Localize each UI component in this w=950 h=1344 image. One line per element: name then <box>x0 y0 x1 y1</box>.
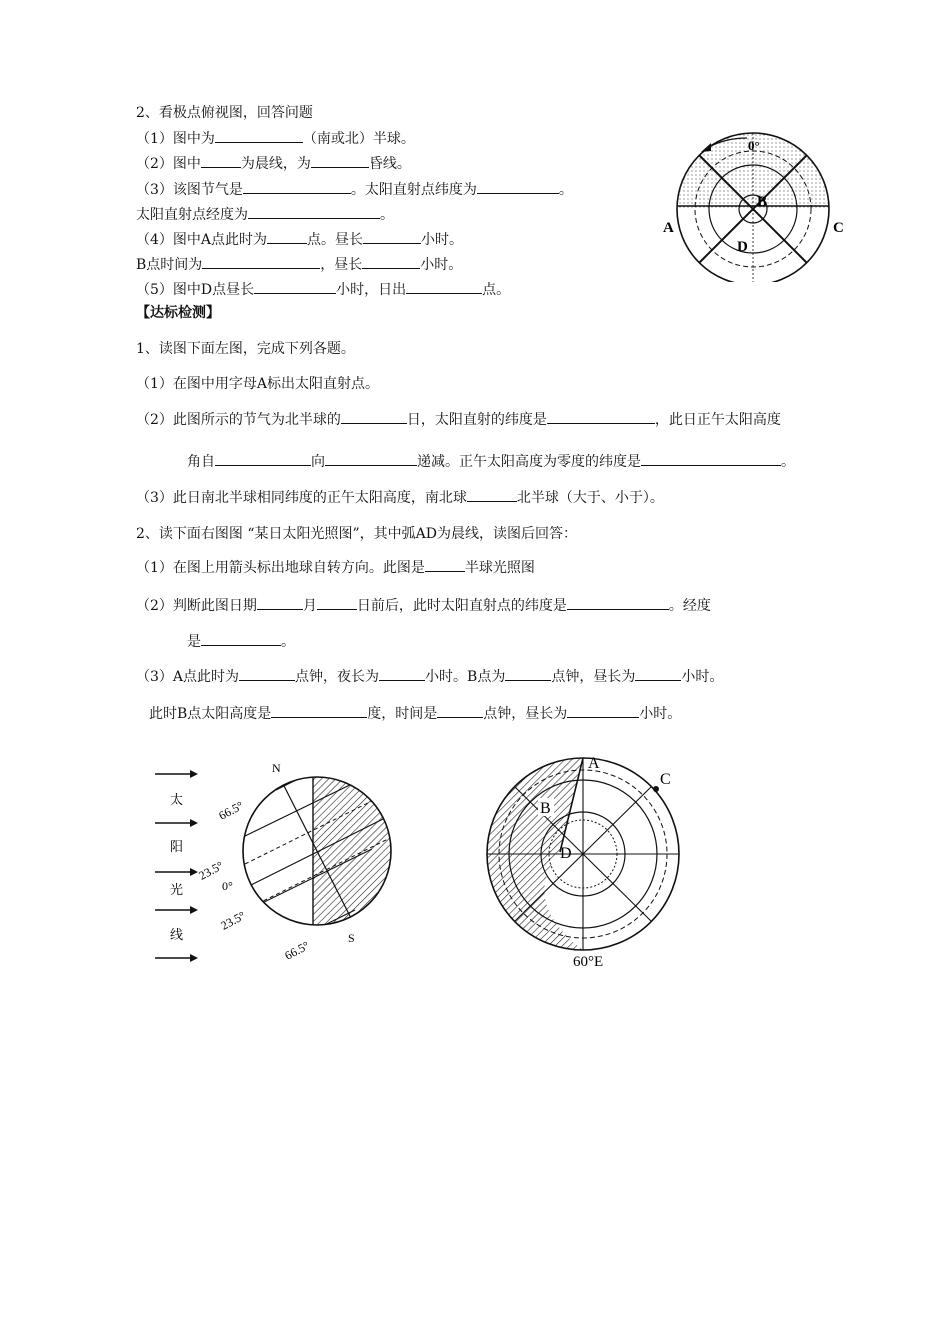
label-23-5-north: 23.5° <box>196 858 226 883</box>
answer-blank[interactable] <box>341 410 407 424</box>
part1-q2: （2）图中 为晨线，为 昏线。 <box>136 156 411 172</box>
sun-char-2: 阳 <box>170 839 184 854</box>
answer-blank[interactable] <box>406 280 482 294</box>
polar-sunlight-figure <box>480 752 700 972</box>
part3-q1: （1）在图上用箭头标出地球自转方向。此图是 半球光照图 <box>136 560 535 576</box>
answer-blank[interactable] <box>311 154 369 168</box>
answer-blank[interactable] <box>201 154 241 168</box>
answer-blank[interactable] <box>467 488 517 502</box>
part3-q2: （2）判断此图日期 月 日前后，此时太阳直射点的纬度是 。经度 <box>136 598 711 614</box>
answer-blank[interactable] <box>477 180 559 194</box>
polar-view-figure <box>655 122 855 282</box>
part2-q2b: 角自 向 递减。正午太阳高度为零度的纬度是 。 <box>187 454 795 470</box>
section-title: 【达标检测】 <box>136 305 220 321</box>
answer-blank[interactable] <box>379 667 425 681</box>
label-C: C <box>660 771 671 788</box>
part3-q3: （3）A点此时为 点钟，夜长为 小时。B点为 点钟，昼长为 小时。 <box>136 669 724 685</box>
part3-q3b: 此时B点太阳高度是 度，时间是 点钟，昼长为 小时。 <box>149 706 682 722</box>
answer-blank[interactable] <box>362 255 420 269</box>
answer-blank[interactable] <box>257 596 303 610</box>
part1-heading: 2、看极点俯视图，回答问题 <box>136 105 313 121</box>
label-66-5-north: 66.5° <box>216 798 246 823</box>
answer-blank[interactable] <box>363 230 421 244</box>
label-D: D <box>737 239 748 255</box>
part2-q1: （1）在图中用字母A标出太阳直射点。 <box>136 376 380 392</box>
answer-blank[interactable] <box>635 667 681 681</box>
label-66-5-south: 66.5° <box>282 938 312 963</box>
meridian-se <box>583 854 652 922</box>
label-D: D <box>560 845 572 862</box>
part1-q1: （1）图中为 （南或北）半球。 <box>136 131 415 147</box>
answer-blank[interactable] <box>267 230 307 244</box>
answer-blank[interactable] <box>201 632 281 646</box>
answer-blank[interactable] <box>248 205 380 219</box>
part1-q4: （4）图中A点此时为 点。昼长 小时。 <box>136 232 464 248</box>
label-B: B <box>757 194 768 210</box>
answer-blank[interactable] <box>325 452 417 466</box>
rotation-arrowhead <box>701 143 711 152</box>
answer-blank[interactable] <box>317 596 357 610</box>
answer-blank[interactable] <box>437 704 483 718</box>
label-0deg: 0° <box>748 138 760 153</box>
label-60E: 60°E <box>573 954 604 970</box>
label-N: N <box>272 761 281 775</box>
part3-heading: 2、读下面右图图 “某日太阳光照图”，其中弧AD为晨线，读图后回答： <box>136 526 578 542</box>
part1-q3: （3）该图节气是 。太阳直射点纬度为 。 <box>136 182 573 198</box>
label-equator: 0° <box>222 879 233 893</box>
part2-q2: （2）此图所示的节气为北半球的 日，太阳直射的纬度是 ，此日正午太阳高度 <box>136 412 781 428</box>
label-C: C <box>833 220 844 236</box>
answer-blank[interactable] <box>505 667 551 681</box>
part1-q5: （5）图中D点昼长 小时，日出 点。 <box>136 282 511 298</box>
answer-blank[interactable] <box>567 596 669 610</box>
sunlight-globe-figure <box>150 752 400 970</box>
label-B: B <box>540 800 551 817</box>
sun-char-4: 线 <box>170 927 184 942</box>
meridian-ne <box>583 786 652 854</box>
answer-blank[interactable] <box>215 129 303 143</box>
answer-blank[interactable] <box>243 180 351 194</box>
answer-blank[interactable] <box>215 452 311 466</box>
label-A: A <box>663 220 674 236</box>
part1-q3b: 太阳直射点经度为 。 <box>136 207 394 223</box>
answer-blank[interactable] <box>425 558 465 572</box>
answer-blank[interactable] <box>202 255 320 269</box>
part2-q3: （3）此日南北半球相同纬度的正午太阳高度，南北球 北半球（大于、小于）。 <box>136 490 664 506</box>
answer-blank[interactable] <box>641 452 781 466</box>
label-A: A <box>588 755 600 772</box>
part3-q2b: 是 。 <box>187 634 295 650</box>
answer-blank[interactable] <box>271 704 367 718</box>
part2-heading: 1、读图下面左图，完成下列各题。 <box>136 341 355 357</box>
answer-blank[interactable] <box>567 704 639 718</box>
label-23-5-south: 23.5° <box>218 908 248 933</box>
sun-char-3: 光 <box>170 882 184 897</box>
answer-blank[interactable] <box>239 667 295 681</box>
answer-blank[interactable] <box>547 410 655 424</box>
answer-blank[interactable] <box>254 280 336 294</box>
label-S: S <box>348 931 355 945</box>
part1-q4b: B点时间为 ，昼长 小时。 <box>136 257 463 273</box>
point-C <box>653 786 659 792</box>
sun-char-1: 太 <box>170 792 184 807</box>
